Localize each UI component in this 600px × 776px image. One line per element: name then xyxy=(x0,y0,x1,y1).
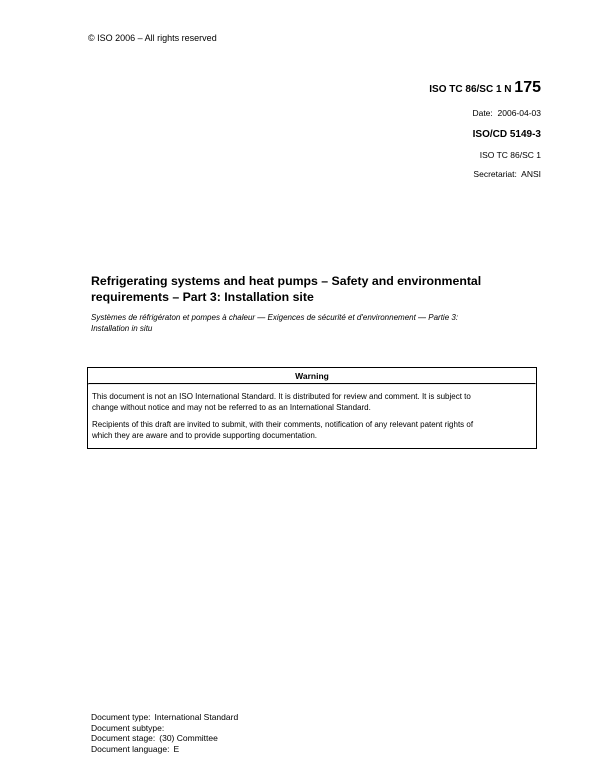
page-title xyxy=(91,273,541,305)
warning-paragraph-1 xyxy=(92,391,532,413)
subcommittee: ISO TC 86/SC 1 xyxy=(479,150,541,160)
warning-divider xyxy=(88,383,536,385)
french-title-line-2: Installation in situ xyxy=(91,324,153,333)
document-stage-value: (30) Committee xyxy=(159,733,218,743)
date-line xyxy=(429,108,541,118)
warning-box xyxy=(87,367,537,449)
title-block xyxy=(91,273,541,334)
document-stage-row xyxy=(91,733,238,744)
secretariat-line xyxy=(429,169,541,179)
document-stage-label: Document stage: xyxy=(91,733,156,743)
date-value: 2006-04-03 xyxy=(497,108,541,118)
warning-paragraph-2-line-2: which they are aware and to provide supporting documentation. xyxy=(92,431,318,440)
title-line-1: Refrigerating systems and heat pumps – Safety and environmental xyxy=(91,274,482,288)
title-line-2: requirements – Part 3: Installation site xyxy=(91,290,314,304)
secretariat-label: Secretariat: xyxy=(473,169,517,179)
document-subtype-label: Document subtype: xyxy=(91,722,165,733)
committee-number: 175 xyxy=(514,79,541,96)
warning-paragraph-1-line-2: change without notice and may not be referred to as an International Standard. xyxy=(92,403,371,412)
secretariat-value: ANSI xyxy=(521,169,541,179)
warning-paragraph-1-line-1: This document is not an ISO International Standard. It is distributed for review and comment. It is subject to xyxy=(92,392,471,401)
document-language-value: E xyxy=(173,743,180,754)
date-label: Date: xyxy=(472,108,493,118)
document-language-label: Document language: xyxy=(91,743,170,754)
warning-paragraph-2-line-1: Recipients of this draft are invited to submit, with their comments, notification of any relevant patent rights of xyxy=(92,420,474,429)
warning-heading: Warning xyxy=(295,371,329,381)
document-number: ISO/CD 5149-3 xyxy=(472,129,541,140)
document-metadata xyxy=(91,712,238,754)
document-type-value: International Standard xyxy=(154,712,239,722)
committee-prefix: ISO TC 86/SC 1 N xyxy=(429,84,512,95)
document-type-label: Document type: xyxy=(91,712,151,722)
document-language-row xyxy=(91,744,238,755)
french-title xyxy=(91,312,541,334)
committee-reference xyxy=(429,78,541,100)
french-title-line-1: Systèmes de réfrigératon et pompes à chaleur — Exigences de sécurité et d'environnement — Partie 3: xyxy=(91,313,459,322)
document-type-row xyxy=(91,712,238,723)
reference-block xyxy=(429,78,541,179)
warning-paragraph-2 xyxy=(92,419,532,441)
document-subtype-row xyxy=(91,723,238,734)
copyright-notice: © ISO 2006 – All rights reserved xyxy=(88,33,217,43)
